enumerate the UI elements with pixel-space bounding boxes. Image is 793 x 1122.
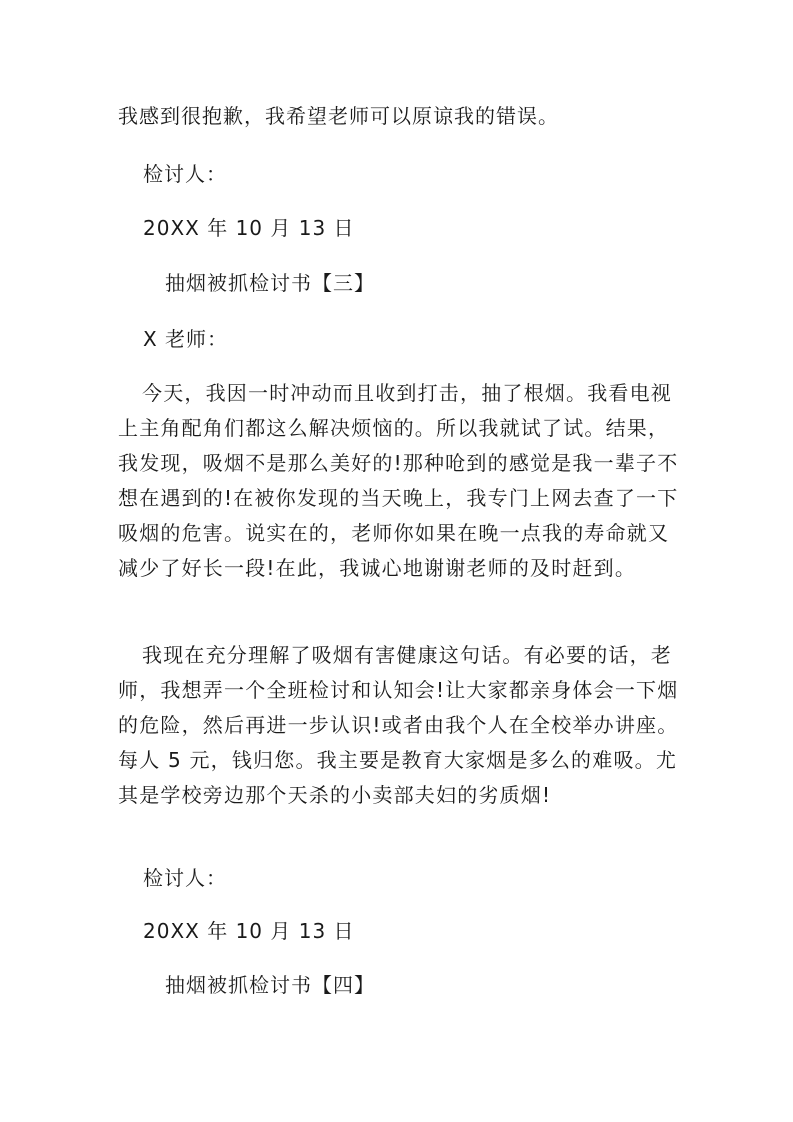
paragraph-line: 的危险，然后再进一步认识!或者由我个人在全校举办讲座。 [118, 713, 679, 737]
section-heading-3: 抽烟被抓检讨书【三】 [165, 271, 375, 295]
paragraph-line: 每人 5 元，钱归您。我主要是教育大家烟是多么的难吸。尤 [118, 748, 678, 772]
signer-label-1: 检讨人： [143, 162, 227, 186]
paragraph-line: 我现在充分理解了吸烟有害健康这句话。有必要的话，老 [142, 643, 672, 667]
paragraph-line: 吸烟的危害。说实在的，老师你如果在晚一点我的寿命就又 [118, 521, 670, 545]
body-paragraph-2 [118, 638, 678, 813]
section-heading-4: 抽烟被抓检讨书【四】 [165, 973, 375, 997]
date-line-2: 20XX 年 10 月 13 日 [143, 919, 355, 943]
paragraph-line: 减少了好长一段!在此，我诚心地谢谢老师的及时赶到。 [118, 556, 637, 580]
body-paragraph-1 [118, 376, 678, 586]
paragraph-line: 我发现，吸烟不是那么美好的!那种呛到的感觉是我一辈子不 [118, 451, 679, 475]
paragraph-line: 其是学校旁边那个天杀的小卖部夫妇的劣质烟! [118, 783, 552, 807]
paragraph-line: 今天，我因一时冲动而且收到打击，抽了根烟。我看电视 [142, 381, 672, 405]
signer-label-2: 检讨人： [143, 866, 227, 890]
intro-tail-text: 我感到很抱歉，我希望老师可以原谅我的错误。 [118, 104, 559, 128]
paragraph-line: 上主角配角们都这么解决烦恼的。所以我就试了试。结果， [118, 416, 670, 440]
salutation: X 老师： [143, 327, 229, 351]
date-line-1: 20XX 年 10 月 13 日 [143, 216, 355, 240]
paragraph-line: 想在遇到的!在被你发现的当天晚上，我专门上网去查了一下 [118, 486, 679, 510]
paragraph-line: 师，我想弄一个全班检讨和认知会!让大家都亲身体会一下烟 [118, 678, 679, 702]
